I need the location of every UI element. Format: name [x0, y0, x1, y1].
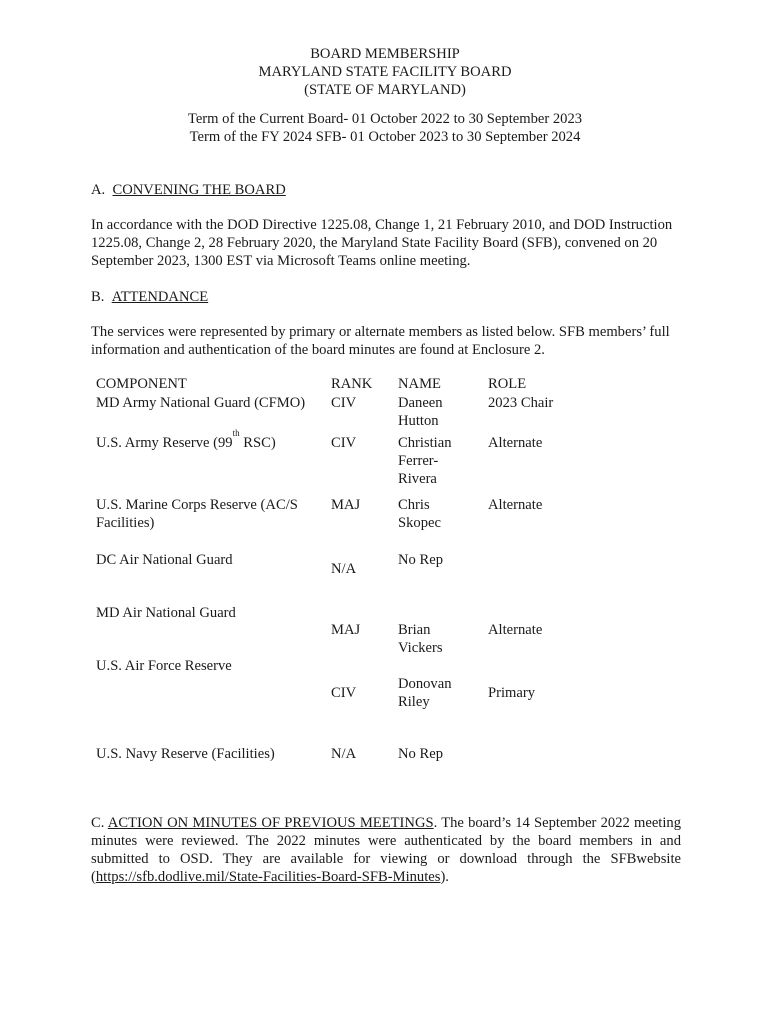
row-rank: CIV: [331, 685, 357, 701]
row-component: U.S. Army Reserve (99th RSC): [96, 428, 276, 451]
section-b-title: ATTENDANCE: [111, 289, 209, 305]
row-role: Alternate: [488, 497, 543, 513]
row-name: Daneen Hutton: [398, 395, 443, 429]
term-fy2024: Term of the FY 2024 SFB- 01 October 2023 to 30 September 2024: [189, 129, 581, 145]
row-rank: N/A: [331, 561, 357, 577]
header-component: COMPONENT: [96, 376, 187, 392]
section-c-letter: C.: [91, 815, 105, 831]
term-current-board: Term of the Current Board- 01 October 2022 to 30 September 2023: [187, 111, 583, 127]
section-a-body: In accordance with the DOD Directive 1225.08, Change 1, 21 February 2010, and DOD Instruction 1225.08, Change 2, 28 February 2020, the Maryland State Facility Board (SFB), convened on 20 September 2023, 1300 EST via Microsoft Teams online meeting.: [91, 217, 673, 269]
row-component: U.S. Navy Reserve (Facilities): [96, 746, 275, 762]
row-rank: CIV: [331, 435, 357, 451]
document-header: [0, 45, 770, 99]
section-b-heading: [91, 288, 208, 306]
row-name: Chris Skopec: [398, 497, 441, 531]
row-component: MD Army National Guard (CFMO): [96, 395, 306, 411]
row-name: No Rep: [398, 746, 443, 762]
section-b-body: The services were represented by primary or alternate members as listed below. SFB members’ full information and authentication of the board minutes are found at Enclosure 2.: [91, 324, 670, 358]
row-rank: MAJ: [331, 622, 361, 638]
section-c: [91, 814, 681, 886]
header-title: BOARD MEMBERSHIP: [310, 46, 460, 62]
section-c-body-end: ).: [440, 869, 449, 885]
row-name: Christian Ferrer- Rivera: [398, 435, 452, 487]
term-info: [0, 110, 770, 146]
row-component: MD Air National Guard: [96, 605, 236, 621]
row-role: Primary: [488, 685, 536, 701]
row-component: U.S. Marine Corps Reserve (AC/S Facilities): [96, 497, 298, 531]
row-rank: MAJ: [331, 497, 361, 513]
row-component: U.S. Air Force Reserve: [96, 658, 232, 674]
row-name: Brian Vickers: [398, 622, 443, 656]
row-role: Alternate: [488, 435, 543, 451]
header-board-name: MARYLAND STATE FACILITY BOARD: [258, 64, 512, 80]
sfb-minutes-link[interactable]: https://sfb.dodlive.mil/State-Facilities-Board-SFB-Minutes: [95, 869, 441, 885]
row-rank: CIV: [331, 395, 357, 411]
row-rank: N/A: [331, 746, 357, 762]
section-c-title: ACTION ON MINUTES OF PREVIOUS MEETINGS: [107, 815, 434, 831]
row-role: 2023 Chair: [488, 395, 554, 411]
row-name: No Rep: [398, 552, 443, 568]
section-a-title: CONVENING THE BOARD: [112, 182, 286, 198]
section-a-heading: [91, 181, 286, 199]
section-b-letter: B.: [91, 289, 105, 305]
header-state: (STATE OF MARYLAND): [304, 82, 466, 98]
header-name: NAME: [398, 376, 441, 392]
section-c-body: . The board’s 14 September 2022 meeting minutes were reviewed. The 2022 minutes were authenticated by the board members in and submitted to OSD. They are available for viewing or download through the SFBwebsite (: [91, 815, 682, 885]
header-rank: RANK: [331, 376, 373, 392]
row-component: DC Air National Guard: [96, 552, 233, 568]
row-name: Donovan Riley: [398, 676, 452, 710]
header-role: ROLE: [488, 376, 527, 392]
section-a-letter: A.: [91, 182, 106, 198]
row-role: Alternate: [488, 622, 543, 638]
